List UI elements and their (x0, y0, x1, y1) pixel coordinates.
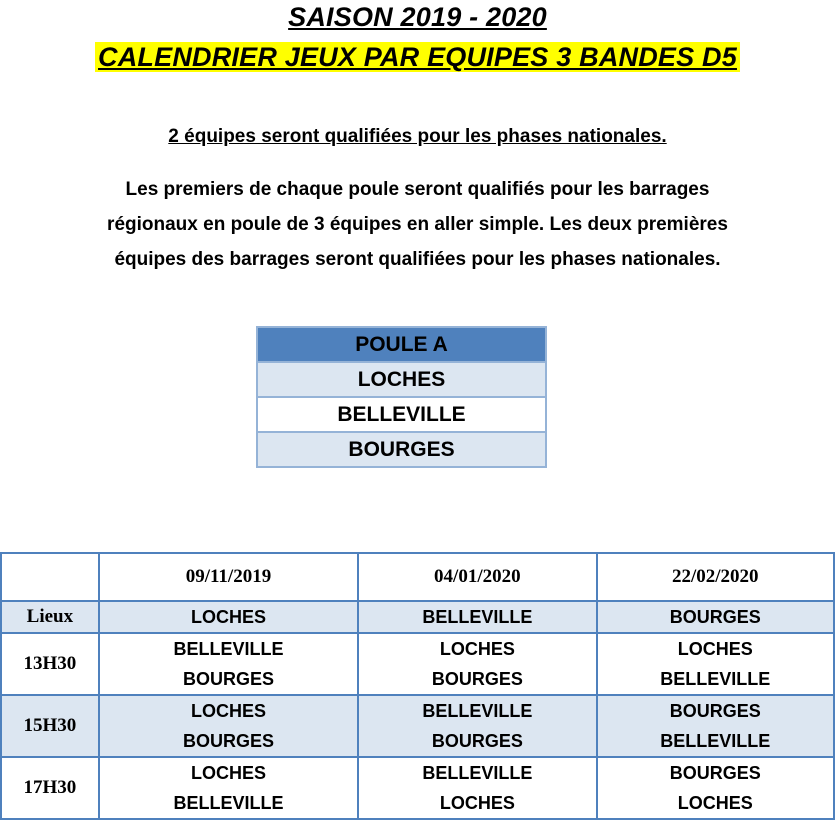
match-cell (597, 757, 834, 819)
date-header: 22/02/2020 (597, 553, 834, 601)
match-team: BOURGES (431, 731, 523, 751)
match-team: BOURGES (669, 701, 761, 721)
intro-line: équipes des barrages seront qualifiées pour les phases nationales. (114, 249, 721, 270)
match-cell (597, 633, 834, 695)
match-cell (358, 757, 596, 819)
match-team: BELLEVILLE (660, 731, 771, 751)
corner-cell (1, 553, 99, 601)
slot-time: 15H30 (1, 695, 99, 757)
poule-team: BOURGES (257, 432, 546, 467)
poule-table (256, 326, 547, 468)
schedule-slot-row (1, 757, 834, 819)
match-team: BOURGES (431, 669, 523, 689)
schedule-table (0, 552, 835, 820)
calendar-title: CALENDRIER JEUX PAR EQUIPES 3 BANDES D5 (95, 42, 740, 72)
match-team: LOCHES (190, 701, 266, 721)
match-team: LOCHES (439, 639, 515, 659)
match-cell (99, 757, 358, 819)
date-header: 04/01/2020 (358, 553, 596, 601)
poule-team-row (257, 362, 546, 397)
match-cell (99, 633, 358, 695)
schedule-venue-row (1, 601, 834, 633)
slot-time: 13H30 (1, 633, 99, 695)
season-title: SAISON 2019 - 2020 (288, 2, 547, 32)
match-cell (99, 695, 358, 757)
intro-line: Les premiers de chaque poule seront qualifiés pour les barrages (125, 179, 710, 200)
match-team: LOCHES (439, 793, 515, 813)
intro-paragraph (40, 172, 795, 277)
poule-team-row (257, 397, 546, 432)
match-team: BELLEVILLE (173, 639, 284, 659)
poule-title: POULE A (257, 327, 546, 362)
date-header: 09/11/2019 (99, 553, 358, 601)
match-cell (358, 695, 596, 757)
venue-cell: LOCHES (99, 601, 358, 633)
match-team: BELLEVILLE (422, 763, 533, 783)
schedule-slot-row (1, 695, 834, 757)
match-cell (597, 695, 834, 757)
slot-time: 17H30 (1, 757, 99, 819)
match-team: BELLEVILLE (422, 701, 533, 721)
match-cell (358, 633, 596, 695)
schedule-date-row (1, 553, 834, 601)
poule-team: BELLEVILLE (257, 397, 546, 432)
venue-cell: BOURGES (597, 601, 834, 633)
match-team: BOURGES (669, 763, 761, 783)
intro-line: régionaux en poule de 3 équipes en aller simple. Les deux premières (107, 214, 728, 235)
match-team: BELLEVILLE (660, 669, 771, 689)
match-team: LOCHES (190, 763, 266, 783)
schedule-slot-row (1, 633, 834, 695)
qualification-subtitle: 2 équipes seront qualifiées pour les phases nationales. (168, 126, 667, 147)
match-team: LOCHES (677, 793, 753, 813)
match-team: LOCHES (677, 639, 753, 659)
venue-label: Lieux (1, 601, 99, 633)
poule-header-row (257, 327, 546, 362)
match-team: BELLEVILLE (173, 793, 284, 813)
match-team: BOURGES (182, 669, 274, 689)
poule-team: LOCHES (257, 362, 546, 397)
calendar-title-block (0, 42, 835, 73)
venue-cell: BELLEVILLE (358, 601, 596, 633)
match-team: BOURGES (182, 731, 274, 751)
season-title-block (0, 2, 835, 33)
poule-team-row (257, 432, 546, 467)
